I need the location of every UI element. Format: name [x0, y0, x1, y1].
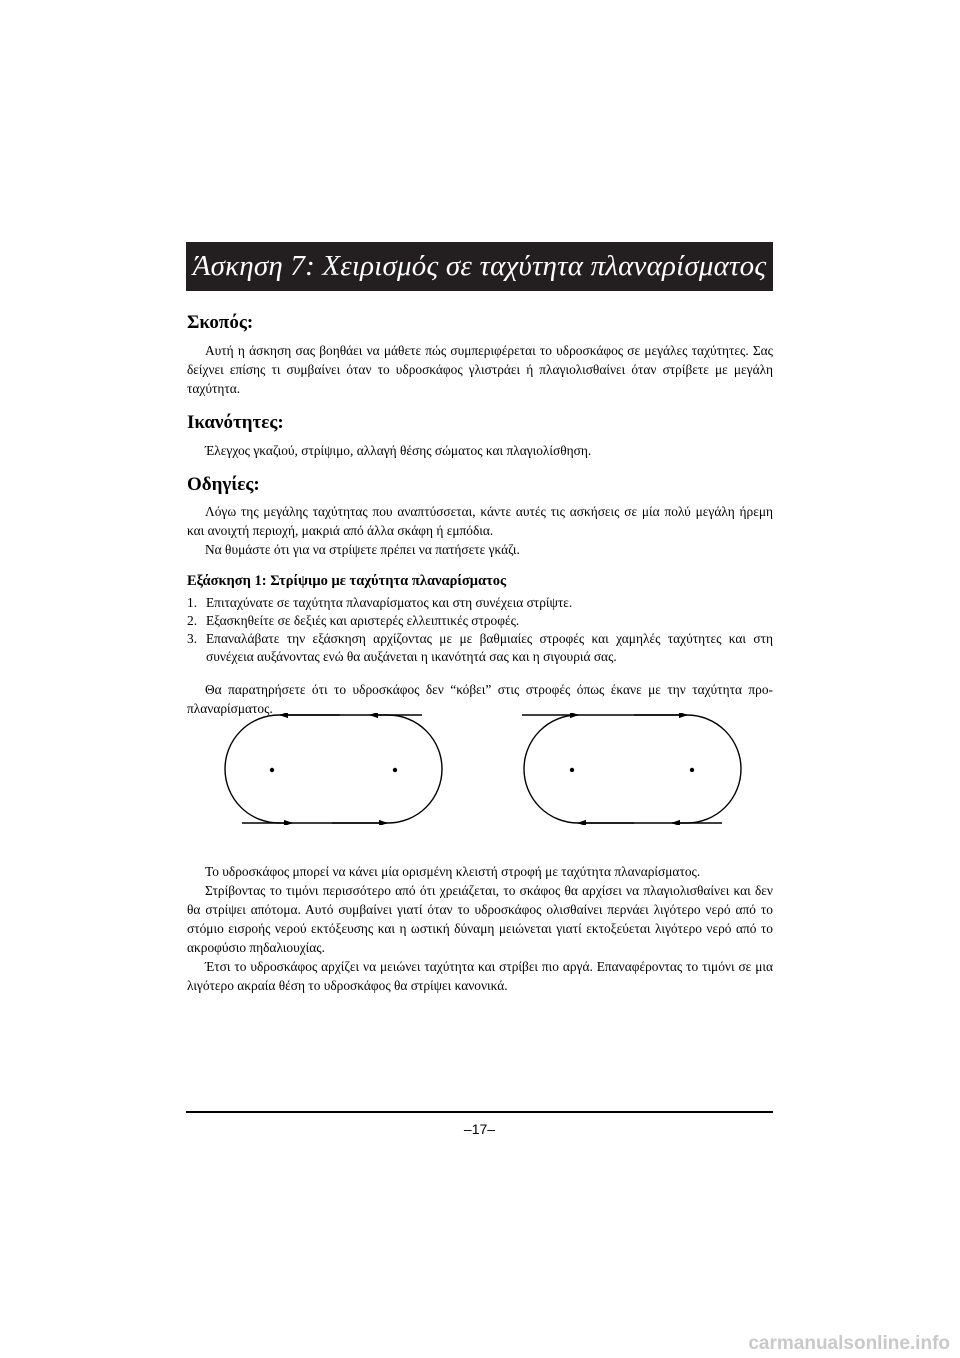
footer-divider [186, 1111, 773, 1113]
drill-heading: Εξάσκηση 1: Στρίψιμο με ταχύτητα πλαναρίσματος [187, 573, 507, 590]
explanation-paragraph-1: Το υδροσκάφος μπορεί να κάνει μία ορισμένη κλειστή στροφή με ταχύτητα πλαναρίσματος. [205, 864, 701, 879]
instructions-paragraph-2: Να θυμάστε ότι για να στρίψετε πρέπει να πατήσετε γκάζι. [205, 542, 520, 558]
purpose-text: Αυτή η άσκηση σας βοηθάει να μάθετε πώς συμπεριφέρεται το υδροσκάφος σε μεγάλες ταχύτητες. Σας δείχνει επίσης τι συμβαίνει όταν το υδροσκάφος γλιστράει ή πλαγιολισθαίνει όταν στρίβετε με μεγάλη ταχύτητα. [187, 342, 773, 396]
page-title: Άσκηση 7: Χειρισμός σε ταχύτητα πλαναρίσματος [186, 242, 773, 291]
purpose-heading: Σκοπός: [187, 312, 254, 333]
instructions-heading: Οδηγίες: [187, 473, 260, 495]
drill-section [187, 573, 773, 717]
drill-steps-list [187, 594, 773, 666]
page-number: –17– [463, 1121, 496, 1137]
skills-heading: Ικανότητες: [187, 411, 284, 433]
right-turn-loop [522, 715, 741, 823]
step-number: 2. [187, 612, 198, 628]
list-item [187, 612, 773, 630]
explanation-paragraph-3: Έτσι το υδροσκάφος αρχίζει να μειώνει ταχύτητα και στρίβει πιο αργά. Επαναφέροντας το τιμόνι σε μια λιγότερο ακραία θέση το υδροσκάφος θα στρίψει κανονικά. [187, 959, 773, 993]
pivot-point [570, 768, 574, 772]
instructions-section [187, 474, 773, 560]
step-text: Επαναλάβατε την εξάσκηση αρχίζοντας με με βαθμιαίες στροφές και χαμηλές ταχύτητες και στη συνέχεια αυξάνοντας ενώ θα αυξάνεται η ικανότητά σας και η σιγουριά σας. [206, 630, 773, 664]
loop-outline [524, 715, 741, 823]
list-item [187, 630, 773, 666]
main-content [187, 312, 773, 718]
purpose-section [187, 312, 773, 398]
watermark: carmanualsonline.info [748, 1333, 950, 1354]
turn-diagram [222, 713, 742, 825]
skills-section [187, 412, 773, 460]
instructions-paragraph-1: Λόγω της μεγάλης ταχύτητας που αναπτύσσεται, κάντε αυτές τις ασκήσεις σε μία πολύ μεγάλη ήρεμη και ανοιχτή περιοχή, μακριά από άλλα σκάφη ή εμπόδια. [187, 504, 773, 539]
left-turn-loop [225, 715, 442, 823]
pivot-point [690, 768, 694, 772]
step-text: Εξασκηθείτε σε δεξιές και αριστερές ελλειπτικές στροφές. [206, 612, 520, 628]
drill-note: Θα παρατηρήσετε ότι το υδροσκάφος δεν “κόβει” στις στροφές όπως έκανε με την ταχύτητα προ-πλαναρίσματος. [187, 681, 773, 716]
explanation-section [187, 862, 773, 995]
list-item [187, 594, 773, 612]
skills-text: Έλεγχος γκαζιού, στρίψιμο, αλλαγή θέσης σώματος και πλαγιολίσθηση. [205, 442, 592, 458]
step-number: 3. [187, 630, 198, 646]
explanation-paragraph-2: Στρίβοντας το τιμόνι περισσότερο από ότι χρειάζεται, το σκάφος θα αρχίσει να πλαγιολισθαίνει και δεν θα στρίψει απότομα. Αυτό συμβαίνει γιατί όταν το υδροσκάφος ολισθαίνει περνάει λιγότερο νερό από το στόμιο εισροής νερού εκτόξευσης και η ωστική δύναμη μειώνεται γιατί εκτοξεύεται λιγότερο νερό από το ακροφύσιο πηδαλιουχίας. [187, 883, 773, 955]
pivot-point [270, 768, 274, 772]
loop-outline [225, 715, 442, 823]
step-text: Επιταχύνατε σε ταχύτητα πλαναρίσματος και στη συνέχεια στρίψτε. [206, 594, 573, 610]
pivot-point [393, 768, 397, 772]
step-number: 1. [187, 594, 198, 610]
